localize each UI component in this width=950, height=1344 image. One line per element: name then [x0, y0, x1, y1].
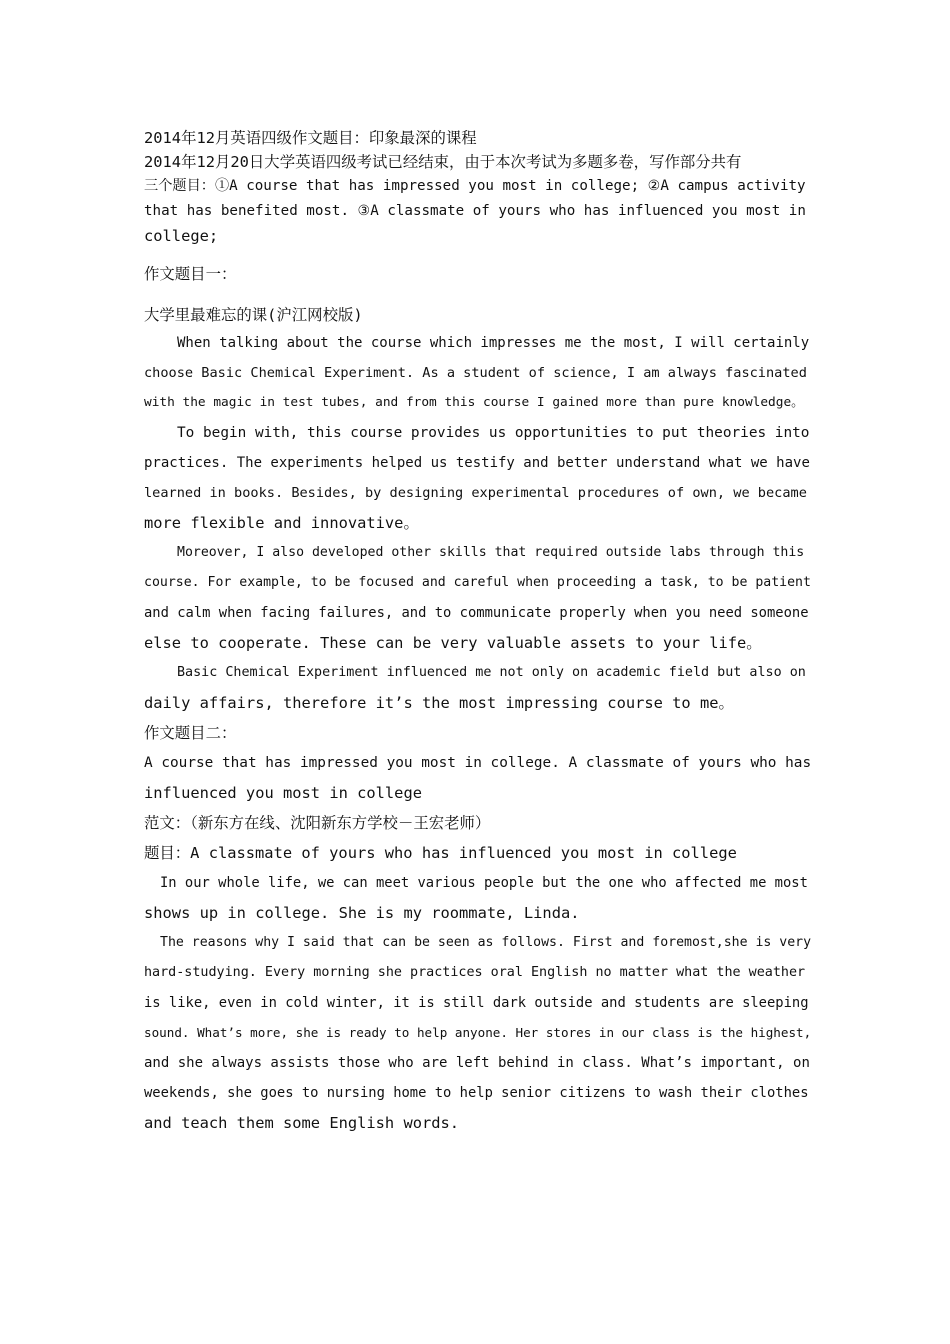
intro-line: college;: [144, 226, 219, 245]
intro-line: 三个题目：①A course that has impressed you most in college; ②A campus activity: [144, 178, 806, 194]
document-title: 2014年12月英语四级作文题目：印象最深的课程: [144, 129, 477, 147]
essay-1-line: When talking about the course which impresses me the most, I will certainly: [177, 334, 810, 351]
essay-1-line: practices. The experiments helped us testify and better understand what we have: [144, 454, 810, 471]
essay-1-line: more flexible and innovative。: [144, 513, 419, 532]
document-page: [144, 126, 812, 1138]
essay-2-line: is like, even in cold winter, it is still dark outside and students are sleeping: [144, 994, 809, 1011]
model-essay-title: 题目：A classmate of yours who has influenced you most in college: [144, 843, 737, 862]
essay-1-line: choose Basic Chemical Experiment. As a student of science, I am always fascinated: [144, 364, 807, 381]
section-heading-1: 作文题目一：: [144, 265, 237, 284]
essay-1-line: with the magic in test tubes, and from this course I gained more than pure knowledge。: [144, 394, 804, 410]
essay-1-line: Basic Chemical Experiment influenced me not only on academic field but also on: [177, 664, 806, 680]
intro-line: 2014年12月20日大学英语四级考试已经结束，由于本次考试为多题多卷，写作部分共有: [144, 153, 742, 171]
essay-2-line: shows up in college. She is my roommate, Linda.: [144, 903, 580, 922]
essay-1-line: and calm when facing failures, and to communicate properly when you need someone: [144, 604, 809, 621]
essay-2-line: and she always assists those who are left behind in class. What’s important, on: [144, 1054, 810, 1071]
essay-1-line: daily affairs, therefore it’s the most impressing course to me。: [144, 693, 734, 712]
essay-2-line: sound. What’s more, she is ready to help anyone. Her stores in our class is the highest,: [144, 1024, 812, 1040]
section-2-line: influenced you most in college: [144, 783, 422, 802]
essay-2-line: The reasons why I said that can be seen as follows. First and foremost,she is very: [160, 934, 812, 950]
essay-1-line: course. For example, to be focused and careful when proceeding a task, to be patient: [144, 574, 811, 590]
essay-1-line: learned in books. Besides, by designing experimental procedures of own, we became: [144, 484, 807, 501]
section-heading-2: 作文题目二：: [144, 723, 237, 742]
intro-line: that has benefited most. ③A classmate of yours who has influenced you most in: [144, 202, 806, 219]
essay-2-line: hard-studying. Every morning she practices oral English no matter what the weather: [144, 964, 806, 980]
essay-2-line: In our whole life, we can meet various people but the one who affected me most: [160, 874, 808, 891]
essay-2-line: weekends, she goes to nursing home to help senior citizens to wash their clothes: [144, 1084, 809, 1101]
essay-1-line: else to cooperate. These can be very valuable assets to your life。: [144, 633, 762, 652]
essay-2-line: and teach them some English words.: [144, 1113, 460, 1132]
essay-1-title: 大学里最难忘的课(沪江网校版): [144, 306, 363, 325]
essay-1-line: Moreover, I also developed other skills that required outside labs through this: [177, 544, 805, 560]
essay-1-line: To begin with, this course provides us opportunities to put theories into: [177, 424, 810, 441]
model-essay-label: 范文：（新东方在线、沈阳新东方学校－王宏老师）: [144, 813, 491, 832]
section-2-line: A course that has impressed you most in college. A classmate of yours who has: [144, 754, 812, 771]
